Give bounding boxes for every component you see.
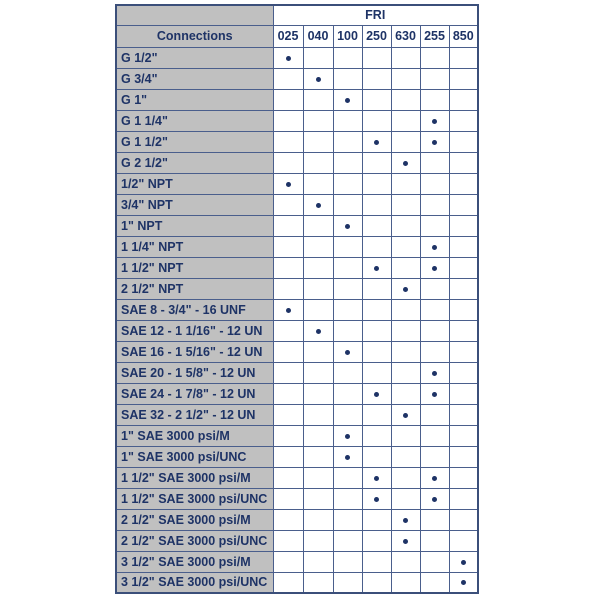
compatibility-cell — [303, 467, 333, 488]
compatibility-cell — [303, 530, 333, 551]
compatibility-cell — [391, 68, 420, 89]
compatibility-cell — [362, 551, 391, 572]
compatibility-dot-icon — [345, 224, 350, 229]
table-row — [116, 47, 478, 68]
compatibility-dot-icon — [432, 476, 437, 481]
header-row-codes — [116, 25, 478, 47]
compatibility-cell — [333, 383, 362, 404]
compatibility-cell — [273, 488, 303, 509]
compatibility-cell — [391, 47, 420, 68]
compatibility-cell — [303, 383, 333, 404]
compatibility-cell — [333, 509, 362, 530]
compatibility-cell — [449, 173, 478, 194]
compatibility-cell — [420, 278, 449, 299]
compatibility-cell — [303, 425, 333, 446]
compatibility-cell — [391, 530, 420, 551]
table-row — [116, 173, 478, 194]
compatibility-cell — [333, 68, 362, 89]
compatibility-dot-icon — [461, 560, 466, 565]
compatibility-dot-icon — [316, 203, 321, 208]
compatibility-cell — [420, 320, 449, 341]
table-row — [116, 257, 478, 278]
table-row — [116, 89, 478, 110]
compatibility-cell — [303, 152, 333, 173]
compatibility-dot-icon — [432, 119, 437, 124]
compatibility-cell — [420, 467, 449, 488]
compatibility-cell — [362, 68, 391, 89]
compatibility-cell — [362, 425, 391, 446]
compatibility-cell — [391, 509, 420, 530]
compatibility-cell — [420, 47, 449, 68]
compatibility-cell — [391, 131, 420, 152]
compatibility-cell — [333, 446, 362, 467]
table-row — [116, 530, 478, 551]
compatibility-cell — [303, 215, 333, 236]
compatibility-cell — [273, 47, 303, 68]
compatibility-cell — [420, 488, 449, 509]
compatibility-cell — [420, 236, 449, 257]
compatibility-dot-icon — [345, 455, 350, 460]
compatibility-cell — [273, 530, 303, 551]
column-header-code: 850 — [449, 25, 478, 47]
column-header-code: 630 — [391, 25, 420, 47]
fri-group-header: FRI — [273, 5, 478, 25]
compatibility-cell — [333, 173, 362, 194]
table-row — [116, 446, 478, 467]
compatibility-cell — [420, 530, 449, 551]
compatibility-cell — [273, 215, 303, 236]
connection-label: G 3/4" — [116, 68, 273, 89]
compatibility-cell — [362, 299, 391, 320]
compatibility-cell — [333, 425, 362, 446]
connection-label: SAE 20 - 1 5/8" - 12 UN — [116, 362, 273, 383]
compatibility-cell — [273, 551, 303, 572]
connection-label: 1/2" NPT — [116, 173, 273, 194]
compatibility-cell — [333, 362, 362, 383]
compatibility-cell — [420, 257, 449, 278]
compatibility-cell — [273, 257, 303, 278]
column-header-code: 255 — [420, 25, 449, 47]
compatibility-cell — [362, 341, 391, 362]
compatibility-dot-icon — [345, 98, 350, 103]
compatibility-cell — [273, 341, 303, 362]
table-row — [116, 320, 478, 341]
compatibility-cell — [273, 446, 303, 467]
compatibility-cell — [333, 341, 362, 362]
connection-label: 3 1/2" SAE 3000 psi/M — [116, 551, 273, 572]
compatibility-cell — [420, 152, 449, 173]
connection-label: SAE 24 - 1 7/8" - 12 UN — [116, 383, 273, 404]
compatibility-cell — [303, 362, 333, 383]
compatibility-cell — [449, 320, 478, 341]
compatibility-cell — [449, 488, 478, 509]
compatibility-cell — [420, 131, 449, 152]
compatibility-cell — [303, 173, 333, 194]
connection-label: 1 1/4" NPT — [116, 236, 273, 257]
compatibility-cell — [391, 278, 420, 299]
compatibility-cell — [362, 488, 391, 509]
table-row — [116, 236, 478, 257]
compatibility-cell — [449, 215, 478, 236]
compatibility-cell — [449, 551, 478, 572]
compatibility-cell — [362, 89, 391, 110]
compatibility-cell — [333, 572, 362, 593]
compatibility-cell — [273, 425, 303, 446]
table-row — [116, 152, 478, 173]
compatibility-cell — [449, 509, 478, 530]
compatibility-cell — [391, 572, 420, 593]
compatibility-cell — [273, 299, 303, 320]
table-row — [116, 110, 478, 131]
table-row — [116, 194, 478, 215]
compatibility-cell — [420, 110, 449, 131]
compatibility-cell — [362, 404, 391, 425]
compatibility-cell — [333, 194, 362, 215]
compatibility-cell — [420, 572, 449, 593]
connection-label: G 1 1/2" — [116, 131, 273, 152]
compatibility-cell — [303, 299, 333, 320]
compatibility-cell — [333, 131, 362, 152]
compatibility-cell — [391, 320, 420, 341]
connection-label: SAE 12 - 1 1/16" - 12 UN — [116, 320, 273, 341]
compatibility-dot-icon — [374, 392, 379, 397]
compatibility-cell — [303, 89, 333, 110]
connections-header: Connections — [116, 25, 273, 47]
compatibility-cell — [391, 299, 420, 320]
compatibility-cell — [362, 110, 391, 131]
connection-label: 1" SAE 3000 psi/M — [116, 425, 273, 446]
compatibility-cell — [303, 446, 333, 467]
compatibility-cell — [333, 551, 362, 572]
connection-label: G 1/2" — [116, 47, 273, 68]
compatibility-cell — [303, 47, 333, 68]
compatibility-cell — [333, 404, 362, 425]
compatibility-cell — [449, 278, 478, 299]
table-row — [116, 509, 478, 530]
compatibility-dot-icon — [345, 350, 350, 355]
compatibility-cell — [449, 110, 478, 131]
compatibility-cell — [333, 488, 362, 509]
compatibility-cell — [449, 572, 478, 593]
compatibility-dot-icon — [374, 497, 379, 502]
compatibility-cell — [420, 509, 449, 530]
connection-label: 2 1/2" NPT — [116, 278, 273, 299]
compatibility-cell — [449, 404, 478, 425]
table-row — [116, 299, 478, 320]
compatibility-cell — [391, 257, 420, 278]
compatibility-cell — [303, 257, 333, 278]
compatibility-dot-icon — [432, 140, 437, 145]
compatibility-dot-icon — [403, 287, 408, 292]
compatibility-cell — [303, 320, 333, 341]
compatibility-cell — [391, 236, 420, 257]
compatibility-cell — [303, 68, 333, 89]
compatibility-cell — [273, 173, 303, 194]
compatibility-cell — [391, 446, 420, 467]
connection-label: G 1 1/4" — [116, 110, 273, 131]
compatibility-dot-icon — [461, 580, 466, 585]
compatibility-dot-icon — [286, 308, 291, 313]
compatibility-cell — [273, 362, 303, 383]
compatibility-dot-icon — [316, 329, 321, 334]
compatibility-cell — [391, 215, 420, 236]
compatibility-cell — [362, 572, 391, 593]
compatibility-cell — [303, 551, 333, 572]
column-header-code: 040 — [303, 25, 333, 47]
connection-label: G 2 1/2" — [116, 152, 273, 173]
compatibility-cell — [449, 467, 478, 488]
compatibility-cell — [273, 236, 303, 257]
compatibility-cell — [273, 383, 303, 404]
connection-label: 1 1/2" NPT — [116, 257, 273, 278]
compatibility-cell — [362, 131, 391, 152]
compatibility-cell — [420, 404, 449, 425]
compatibility-cell — [391, 404, 420, 425]
compatibility-cell — [449, 341, 478, 362]
compatibility-cell — [333, 530, 362, 551]
table-row — [116, 215, 478, 236]
compatibility-cell — [420, 89, 449, 110]
compatibility-cell — [273, 152, 303, 173]
compatibility-dot-icon — [286, 182, 291, 187]
table-row — [116, 68, 478, 89]
table-body — [116, 47, 478, 593]
compatibility-cell — [333, 257, 362, 278]
connection-label: SAE 16 - 1 5/16" - 12 UN — [116, 341, 273, 362]
compatibility-cell — [449, 299, 478, 320]
compatibility-cell — [449, 257, 478, 278]
connection-label: 1" NPT — [116, 215, 273, 236]
compatibility-cell — [273, 320, 303, 341]
compatibility-dot-icon — [432, 371, 437, 376]
compatibility-cell — [449, 530, 478, 551]
compatibility-dot-icon — [374, 476, 379, 481]
compatibility-cell — [449, 131, 478, 152]
compatibility-cell — [391, 89, 420, 110]
compatibility-dot-icon — [432, 497, 437, 502]
table-row — [116, 131, 478, 152]
connection-label: 3 1/2" SAE 3000 psi/UNC — [116, 572, 273, 593]
compatibility-cell — [303, 509, 333, 530]
table-row — [116, 488, 478, 509]
compatibility-cell — [391, 467, 420, 488]
column-header-code: 250 — [362, 25, 391, 47]
table-row — [116, 278, 478, 299]
connection-label: 1" SAE 3000 psi/UNC — [116, 446, 273, 467]
compatibility-cell — [303, 341, 333, 362]
table-row — [116, 467, 478, 488]
compatibility-cell — [333, 467, 362, 488]
compatibility-dot-icon — [432, 392, 437, 397]
compatibility-cell — [362, 446, 391, 467]
compatibility-cell — [391, 110, 420, 131]
compatibility-cell — [303, 110, 333, 131]
compatibility-cell — [362, 320, 391, 341]
table-row — [116, 404, 478, 425]
compatibility-cell — [273, 68, 303, 89]
connection-label: SAE 8 - 3/4" - 16 UNF — [116, 299, 273, 320]
compatibility-dot-icon — [403, 161, 408, 166]
table-row — [116, 551, 478, 572]
compatibility-cell — [333, 320, 362, 341]
table-row — [116, 572, 478, 593]
compatibility-cell — [420, 362, 449, 383]
compatibility-cell — [362, 278, 391, 299]
compatibility-dot-icon — [403, 518, 408, 523]
compatibility-cell — [273, 404, 303, 425]
compatibility-cell — [333, 215, 362, 236]
table-row — [116, 362, 478, 383]
compatibility-cell — [449, 152, 478, 173]
compatibility-cell — [420, 215, 449, 236]
compatibility-dot-icon — [316, 77, 321, 82]
column-header-code: 025 — [273, 25, 303, 47]
compatibility-cell — [420, 383, 449, 404]
compatibility-cell — [362, 257, 391, 278]
compatibility-cell — [420, 341, 449, 362]
compatibility-cell — [391, 362, 420, 383]
header-row-group — [116, 5, 478, 25]
compatibility-dot-icon — [432, 266, 437, 271]
connection-label: SAE 32 - 2 1/2" - 12 UN — [116, 404, 273, 425]
compatibility-cell — [362, 173, 391, 194]
compatibility-dot-icon — [374, 140, 379, 145]
compatibility-cell — [391, 152, 420, 173]
compatibility-cell — [420, 425, 449, 446]
compatibility-cell — [303, 404, 333, 425]
compatibility-cell — [391, 173, 420, 194]
compatibility-cell — [362, 509, 391, 530]
compatibility-cell — [391, 551, 420, 572]
compatibility-cell — [273, 278, 303, 299]
compatibility-cell — [333, 278, 362, 299]
connection-label: 1 1/2" SAE 3000 psi/UNC — [116, 488, 273, 509]
compatibility-cell — [362, 152, 391, 173]
compatibility-cell — [303, 488, 333, 509]
compatibility-cell — [391, 425, 420, 446]
compatibility-cell — [303, 131, 333, 152]
compatibility-cell — [420, 551, 449, 572]
compatibility-cell — [273, 194, 303, 215]
compatibility-cell — [333, 299, 362, 320]
compatibility-cell — [449, 362, 478, 383]
compatibility-cell — [303, 236, 333, 257]
compatibility-cell — [303, 572, 333, 593]
compatibility-cell — [391, 383, 420, 404]
compatibility-cell — [362, 194, 391, 215]
compatibility-dot-icon — [403, 413, 408, 418]
compatibility-cell — [391, 341, 420, 362]
table-row — [116, 383, 478, 404]
compatibility-cell — [449, 236, 478, 257]
compatibility-cell — [449, 425, 478, 446]
compatibility-cell — [303, 194, 333, 215]
compatibility-cell — [420, 194, 449, 215]
compatibility-cell — [333, 89, 362, 110]
compatibility-cell — [273, 467, 303, 488]
compatibility-dot-icon — [286, 56, 291, 61]
compatibility-cell — [273, 131, 303, 152]
compatibility-cell — [362, 467, 391, 488]
compatibility-cell — [362, 362, 391, 383]
compatibility-cell — [273, 572, 303, 593]
column-header-code: 100 — [333, 25, 362, 47]
compatibility-cell — [362, 383, 391, 404]
compatibility-cell — [449, 47, 478, 68]
compatibility-cell — [391, 194, 420, 215]
connection-label: 2 1/2" SAE 3000 psi/UNC — [116, 530, 273, 551]
compatibility-cell — [273, 110, 303, 131]
compatibility-cell — [449, 68, 478, 89]
compatibility-cell — [420, 68, 449, 89]
connections-table — [115, 4, 479, 594]
compatibility-cell — [273, 509, 303, 530]
header-corner — [116, 5, 273, 25]
compatibility-cell — [420, 299, 449, 320]
compatibility-cell — [420, 173, 449, 194]
compatibility-cell — [449, 89, 478, 110]
compatibility-cell — [391, 488, 420, 509]
compatibility-cell — [420, 446, 449, 467]
compatibility-cell — [333, 110, 362, 131]
connection-label: 2 1/2" SAE 3000 psi/M — [116, 509, 273, 530]
compatibility-dot-icon — [403, 539, 408, 544]
compatibility-dot-icon — [345, 434, 350, 439]
compatibility-cell — [333, 47, 362, 68]
compatibility-cell — [449, 194, 478, 215]
compatibility-dot-icon — [432, 245, 437, 250]
compatibility-cell — [333, 236, 362, 257]
compatibility-cell — [449, 383, 478, 404]
connection-label: G 1" — [116, 89, 273, 110]
compatibility-cell — [362, 215, 391, 236]
connection-label: 3/4" NPT — [116, 194, 273, 215]
compatibility-cell — [333, 152, 362, 173]
compatibility-dot-icon — [374, 266, 379, 271]
compatibility-cell — [273, 89, 303, 110]
table-row — [116, 425, 478, 446]
table-row — [116, 341, 478, 362]
compatibility-cell — [362, 530, 391, 551]
compatibility-cell — [449, 446, 478, 467]
compatibility-cell — [362, 236, 391, 257]
connection-label: 1 1/2" SAE 3000 psi/M — [116, 467, 273, 488]
compatibility-cell — [362, 47, 391, 68]
compatibility-cell — [303, 278, 333, 299]
